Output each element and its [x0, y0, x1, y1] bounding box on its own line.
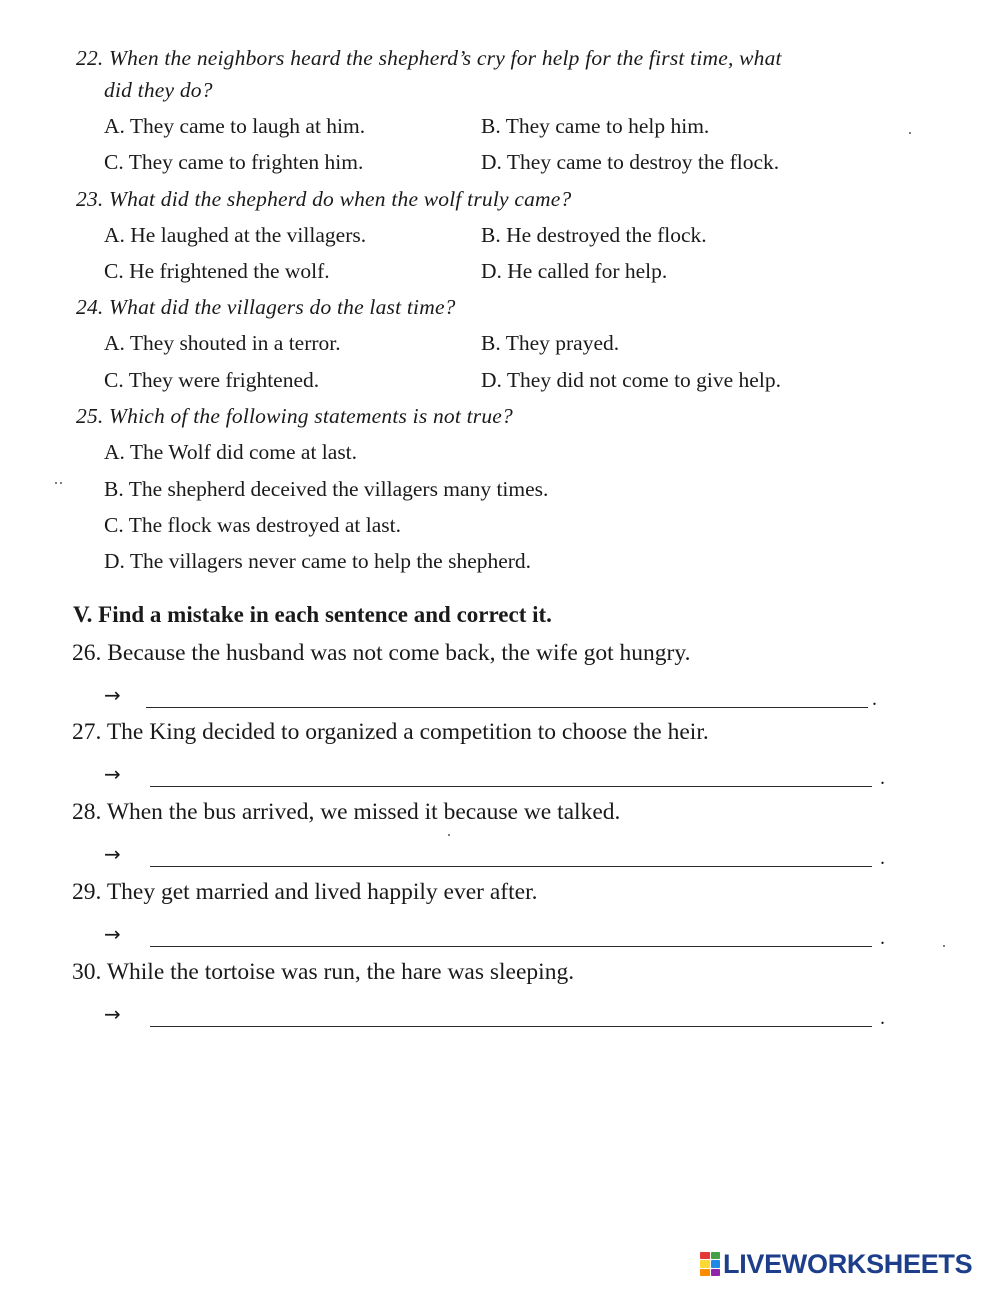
- brand-name: LIVEWORKSHEETS: [723, 1248, 973, 1279]
- answer-27-field[interactable]: [150, 761, 872, 787]
- liveworksheets-logo: [700, 1250, 972, 1278]
- option-24-b: B. They prayed.: [481, 331, 620, 355]
- option-25-a: A. The Wolf did come at last.: [104, 440, 358, 464]
- question-24-text: 24. What did the villagers do the last time?: [76, 295, 456, 319]
- end-period: .: [880, 847, 885, 869]
- scan-speck: [448, 834, 450, 836]
- option-24-c: C. They were frightened.: [104, 368, 320, 392]
- scan-speck: [943, 945, 945, 947]
- logo-icon-tile: [711, 1269, 721, 1276]
- option-24-a: A. They shouted in a terror.: [104, 331, 341, 355]
- arrow-icon: →: [104, 683, 121, 707]
- option-22-a: A. They came to laugh at him.: [104, 114, 366, 138]
- logo-icon-tile: [700, 1260, 710, 1267]
- section-heading: V. Find a mistake in each sentence and correct it.: [73, 602, 552, 627]
- question-25-text: 25. Which of the following statements is not true?: [76, 404, 513, 428]
- answer-29-field[interactable]: [150, 921, 872, 947]
- answer-26-input[interactable]: [146, 682, 868, 707]
- option-24-d: D. They did not come to give help.: [481, 368, 781, 392]
- scan-speck: [909, 132, 911, 134]
- sentence-27: 27. The King decided to organized a competition to choose the heir.: [72, 719, 709, 745]
- option-23-a: A. He laughed at the villagers.: [104, 223, 367, 247]
- arrow-icon: →: [104, 762, 121, 786]
- sentence-29: 29. They get married and lived happily ever after.: [72, 879, 538, 905]
- option-23-b: B. He destroyed the flock.: [481, 223, 707, 247]
- question-22-text: 22. When the neighbors heard the shepherd’s cry for help for the first time, what: [76, 46, 782, 70]
- logo-icon-tile: [711, 1252, 721, 1259]
- logo-icon-tile: [700, 1252, 710, 1259]
- scan-speck: [55, 482, 57, 484]
- logo-icon-tile: [711, 1260, 721, 1267]
- liveworksheets-icon: [700, 1252, 720, 1276]
- question-22-text-cont: did they do?: [104, 78, 213, 102]
- answer-28-field[interactable]: [150, 841, 872, 867]
- arrow-icon: →: [104, 1002, 121, 1026]
- arrow-icon: →: [104, 922, 121, 946]
- answer-28-input[interactable]: [150, 841, 872, 866]
- answer-30-input[interactable]: [150, 1001, 872, 1026]
- answer-29-input[interactable]: [150, 921, 872, 946]
- answer-26-field[interactable]: [146, 682, 868, 708]
- option-25-b: B. The shepherd deceived the villagers many times.: [104, 477, 549, 501]
- end-period: .: [872, 688, 877, 710]
- option-22-d: D. They came to destroy the flock.: [481, 150, 780, 174]
- option-25-c: C. The flock was destroyed at last.: [104, 513, 401, 537]
- scan-speck: [60, 482, 62, 484]
- answer-30-field[interactable]: [150, 1001, 872, 1027]
- sentence-30: 30. While the tortoise was run, the hare was sleeping.: [72, 959, 575, 985]
- sentence-26: 26. Because the husband was not come back, the wife got hungry.: [72, 640, 691, 666]
- option-25-d: D. The villagers never came to help the shepherd.: [104, 549, 532, 573]
- option-23-c: C. He frightened the wolf.: [104, 259, 330, 283]
- answer-27-input[interactable]: [150, 761, 872, 786]
- option-22-c: C. They came to frighten him.: [104, 150, 364, 174]
- question-23-text: 23. What did the shepherd do when the wolf truly came?: [76, 187, 572, 211]
- end-period: .: [880, 927, 885, 949]
- option-22-b: B. They came to help him.: [481, 114, 710, 138]
- sentence-28: 28. When the bus arrived, we missed it because we talked.: [72, 799, 621, 825]
- arrow-icon: →: [104, 842, 121, 866]
- end-period: .: [880, 1007, 885, 1029]
- logo-icon-tile: [700, 1269, 710, 1276]
- option-23-d: D. He called for help.: [481, 259, 668, 283]
- end-period: .: [880, 767, 885, 789]
